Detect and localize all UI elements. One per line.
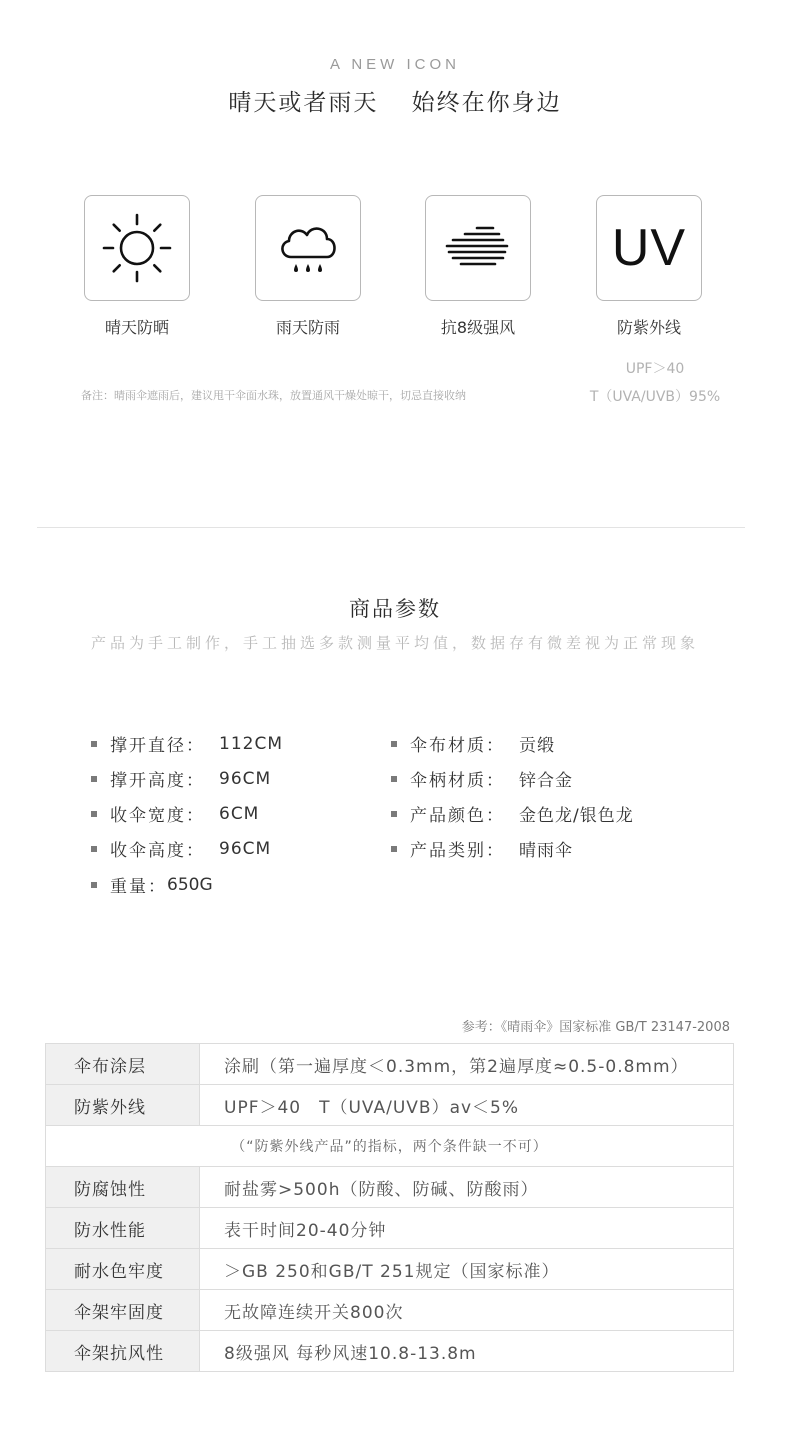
spec-key: 伞布涂层 [46, 1044, 200, 1085]
wind-icon [443, 223, 513, 273]
spec-value: 无故障连续开关800次 [200, 1290, 734, 1331]
param-item [91, 766, 271, 791]
param-item [391, 766, 573, 791]
param-key: 重量： [110, 877, 167, 897]
table-row [46, 1167, 734, 1208]
param-value: 112CM [219, 733, 283, 754]
feature-uv-box [596, 195, 702, 301]
param-value: 96CM [219, 768, 272, 789]
bullet-icon [391, 776, 397, 782]
param-value: 6CM [219, 803, 260, 824]
param-value: 金色龙/银色龙 [519, 806, 634, 826]
spec-key: 防腐蚀性 [46, 1167, 200, 1208]
bullet-icon [91, 882, 97, 888]
param-item [91, 872, 213, 897]
param-value: 晴雨伞 [519, 841, 573, 861]
uv-icon: UV [611, 219, 687, 277]
param-key: 产品颜色： [410, 806, 505, 826]
bullet-icon [391, 741, 397, 747]
spec-key: 防水性能 [46, 1208, 200, 1249]
bullet-icon [391, 846, 397, 852]
table-row [46, 1085, 734, 1126]
param-key: 伞柄材质： [410, 771, 505, 791]
table-row [46, 1290, 734, 1331]
feature-label: 晴天防晒 [104, 318, 169, 337]
param-key: 产品类别： [410, 841, 505, 861]
bullet-icon [91, 741, 97, 747]
spec-key: 耐水色牢度 [46, 1249, 200, 1290]
table-row [46, 1044, 734, 1085]
param-item [91, 801, 259, 826]
sun-icon [100, 211, 174, 285]
spec-key: 伞架牢固度 [46, 1290, 200, 1331]
bullet-icon [91, 776, 97, 782]
feature-sun [84, 195, 190, 338]
param-item [91, 836, 271, 861]
param-item [391, 836, 573, 861]
bullet-icon [391, 811, 397, 817]
feature-wind-box [425, 195, 531, 301]
section-divider [37, 527, 745, 528]
feature-label: 雨天防雨 [275, 318, 340, 337]
feature-wind [425, 195, 531, 338]
section-subtitle: 产品为手工制作，手工抽选多款测量平均值，数据存有微差视为正常现象 [90, 634, 699, 652]
param-key: 收伞高度： [110, 841, 205, 861]
bullet-icon [91, 811, 97, 817]
param-key: 撑开高度： [110, 771, 205, 791]
param-value: 96CM [219, 838, 272, 859]
feature-rain [255, 195, 361, 338]
headline [0, 84, 790, 117]
spec-note: （“防紫外线产品”的指标，两个条件缺一不可） [46, 1126, 734, 1167]
spec-value: 涂刷（第一遍厚度＜0.3mm，第2遍厚度≈0.5-0.8mm） [200, 1044, 734, 1085]
headline-left: 晴天或者雨天 [228, 90, 379, 116]
transmittance-value: T（UVA/UVB）95% [589, 389, 721, 405]
spec-value: ＞GB 250和GB/T 251规定（国家标准） [200, 1249, 734, 1290]
param-value: 锌合金 [519, 771, 573, 791]
care-note: 备注：晴雨伞遮雨后，建议甩干伞面水珠，放置通风干燥处晾干，切忌直接收纳 [81, 389, 466, 402]
feature-sun-box [84, 195, 190, 301]
param-item [91, 731, 283, 756]
table-row [46, 1249, 734, 1290]
rain-cloud-icon [273, 213, 343, 283]
bullet-icon [91, 846, 97, 852]
feature-uv [596, 195, 702, 338]
spec-key: 伞架抗风性 [46, 1331, 200, 1372]
spec-key: 防紫外线 [46, 1085, 200, 1126]
param-item [391, 801, 634, 826]
param-key: 撑开直径： [110, 736, 205, 756]
param-key: 伞布材质： [410, 736, 505, 756]
param-key: 收伞宽度： [110, 806, 205, 826]
spec-value: 表干时间20-40分钟 [200, 1208, 734, 1249]
table-row [46, 1331, 734, 1372]
feature-label: 防紫外线 [616, 318, 681, 337]
spec-value: 8级强风 每秒风速10.8-13.8m [200, 1331, 734, 1372]
feature-label: 抗8级强风 [440, 318, 516, 337]
tagline: A NEW ICON [329, 56, 460, 73]
param-item [391, 731, 555, 756]
spec-table [45, 1043, 734, 1372]
upf-value: UPF＞40 [625, 361, 685, 377]
standard-reference: 参考：《晴雨伞》国家标准 GB/T 23147-2008 [461, 1020, 730, 1035]
table-note-row [46, 1126, 734, 1167]
param-value: 贡缎 [519, 736, 555, 756]
spec-value: 耐盐雾>500h（防酸、防碱、防酸雨） [200, 1167, 734, 1208]
headline-right: 始终在你身边 [411, 90, 562, 116]
table-row [46, 1208, 734, 1249]
feature-rain-box [255, 195, 361, 301]
spec-value: UPF＞40 T（UVA/UVB）av＜5% [200, 1085, 734, 1126]
section-title: 商品参数 [349, 597, 441, 621]
param-value: 650G [167, 874, 213, 895]
